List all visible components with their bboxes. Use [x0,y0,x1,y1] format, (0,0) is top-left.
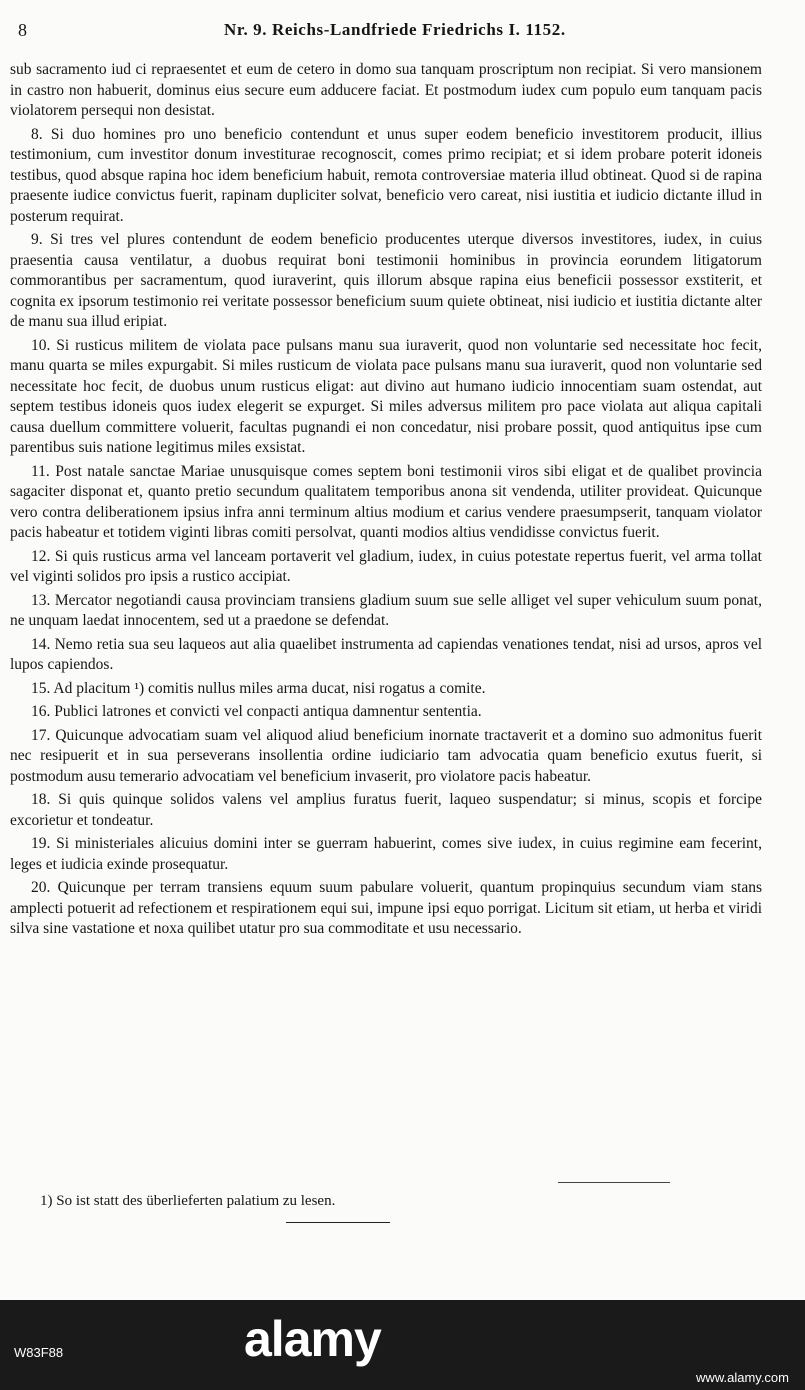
page-number: 8 [18,20,27,40]
paragraph-18: 18. Si quis quinque solidos valens vel amplius furatus fuerit, laqueo suspendatur; si minus, scopis et forcipe excorietur et tondeatur. [10,791,762,829]
running-head: Nr. 9. Reichs-Landfriede Friedrichs I. 1152. [224,20,566,39]
paragraph-20: 20. Quicunque per terram transiens equum suum pabulare voluerit, quantum propinquius secundum viam stans amplecti potuerit ad refectionem et respirationem equi sui, impune ipsi equo porrigat. Licitum sit etiam, ut herba et viridi silva sine vastatione et noxa quilibet utatur pro sua commoditate et usu necessario. [10,879,762,937]
paragraph-12: 12. Si quis rusticus arma vel lanceam portaverit vel gladium, iudex, in cuius potestate repertus fuerit, vel arma tollat vel viginti solidos pro ipsis a rustico accipiat. [10,547,762,585]
footnote: 1) So ist statt des überlieferten palatium zu lesen. [40,1193,336,1209]
paragraph-8: 8. Si duo homines pro uno beneficio contendunt et unus super eodem beneficio investitorem producit, illius testimonium, cum investitor donum investiturae recognoscit, comes primo recipiat; et si idem probare poterit idoneis testibus, quod absque rapina hoc idem beneficium habuit, remota controversiae materia illud obtineat. Quod si de rapina praesente iudice convictus fuerit, rapinam dupliciter solvat, beneficio vero careat, nisi iustitia et iudicio dictante illud in posterum requirat. [10,125,762,225]
watermark-logo: alamy [244,1311,381,1367]
watermark-image-id: W83F88 [14,1345,64,1360]
paragraph-11: 11. Post natale sanctae Mariae unusquisque comes septem boni testimonii viros sibi eligat et de qualibet provincia sagaciter disponat et, quanto pretio secundum qualitatem temporibus anona sit vendenda, utiliter provideat. Quicunque vero contra deliberationem ipsius infra anni terminum altius modium et carius vendere praesumpserit, tanquam violator pacis habeatur et totidem viginti libras comiti persolvat, quanti modios altius vendidisse convictus fuerit. [10,462,762,541]
paragraph-16: 16. Publici latrones et convicti vel conpacti antiqua damnentur sententia. [31,703,482,720]
paragraph-17: 17. Quicunque advocatiam suam vel aliquod aliud beneficium inornate tractaverit et a domino suo admonitus fuerit nec resipuerit et in sua perseverans insollentia ordine iudiciario tam advocatia quam beneficio exutus fuerit, si postmodum ausu temerario advocatiam vel beneficium invaserit, pro violatore pacis habeatur. [10,726,762,785]
section-end-rule [558,1182,670,1183]
body-text [10,60,762,943]
paragraph-9: 9. Si tres vel plures contendunt de eodem beneficio producentes uterque diversos investitores, iudex, in cuius praesentia causa ventilatur, a duobus requirat boni testimonii hominibus in provincia eorundem litigatorum commorantibus per sacramentum, quod iuraverint, quis illorum absque rapina eius beneficii possessor exstiterit, et cognita ex ipsorum testimonio rei veritate possessor beneficium suum quiete obtineat, nisi iudicio et iustitia dictante alter de manu sua illud eripiat. [10,231,762,330]
watermark-banner [0,1300,805,1390]
paragraph-13: 13. Mercator negotiandi causa provinciam transiens gladium suum sue selle alliget vel super vehiculum suum ponat, ne unquam laedat innocentem, sed ut a praedone se defendat. [10,591,762,629]
paragraph-14: 14. Nemo retia sua seu laqueos aut alia quaelibet instrumenta ad capiendas venationes tendat, nisi ad ursos, apros vel lupos capiendos. [10,635,762,673]
paragraph-19: 19. Si ministeriales alicuius domini inter se guerram habuerint, comes sive iudex, in cuius regimine eam fecerint, leges et iudicia exinde prosequatur. [10,835,762,873]
page-header [14,20,784,44]
watermark-url: www.alamy.com [696,1370,789,1385]
paragraph-continuation: sub sacramento iud ci repraesentet et eum de cetero in domo sua tanquam proscriptum non recipiat. Si vero mansionem in castro non habuerit, dominus eius secure eum adducere faciat. Et postmodum iudex cum populo eum tanquam pacis violatorem persequi non desistat. [10,61,762,119]
paragraph-10: 10. Si rusticus militem de violata pace pulsans manu sua iuraverit, quod non voluntarie sed necessitate hoc fecit, manu quarta se miles expurgabit. Si miles rusticum de violata pace pulsans manu sua iuraverit, quod non voluntarie sed necessitate hoc fecit, de duobus unum rusticus eligat: aut divino aut humano iudicio innocentiam suam ostendat, aut septem testibus idoneis quos iudex elegerit se expurget. Si miles adversus militem pro pace violata aut aliqua capitali causa duellum committere voluerit, facultas pugnandi ei non concedatur, nisi probare possit, quod antiquitus ipse cum parentibus suis natione legitimus miles exsistat. [10,336,762,456]
paragraph-15: 15. Ad placitum ¹) comitis nullus miles arma ducat, nisi rogatus a comite. [31,679,486,697]
footnote-rule [286,1222,390,1223]
